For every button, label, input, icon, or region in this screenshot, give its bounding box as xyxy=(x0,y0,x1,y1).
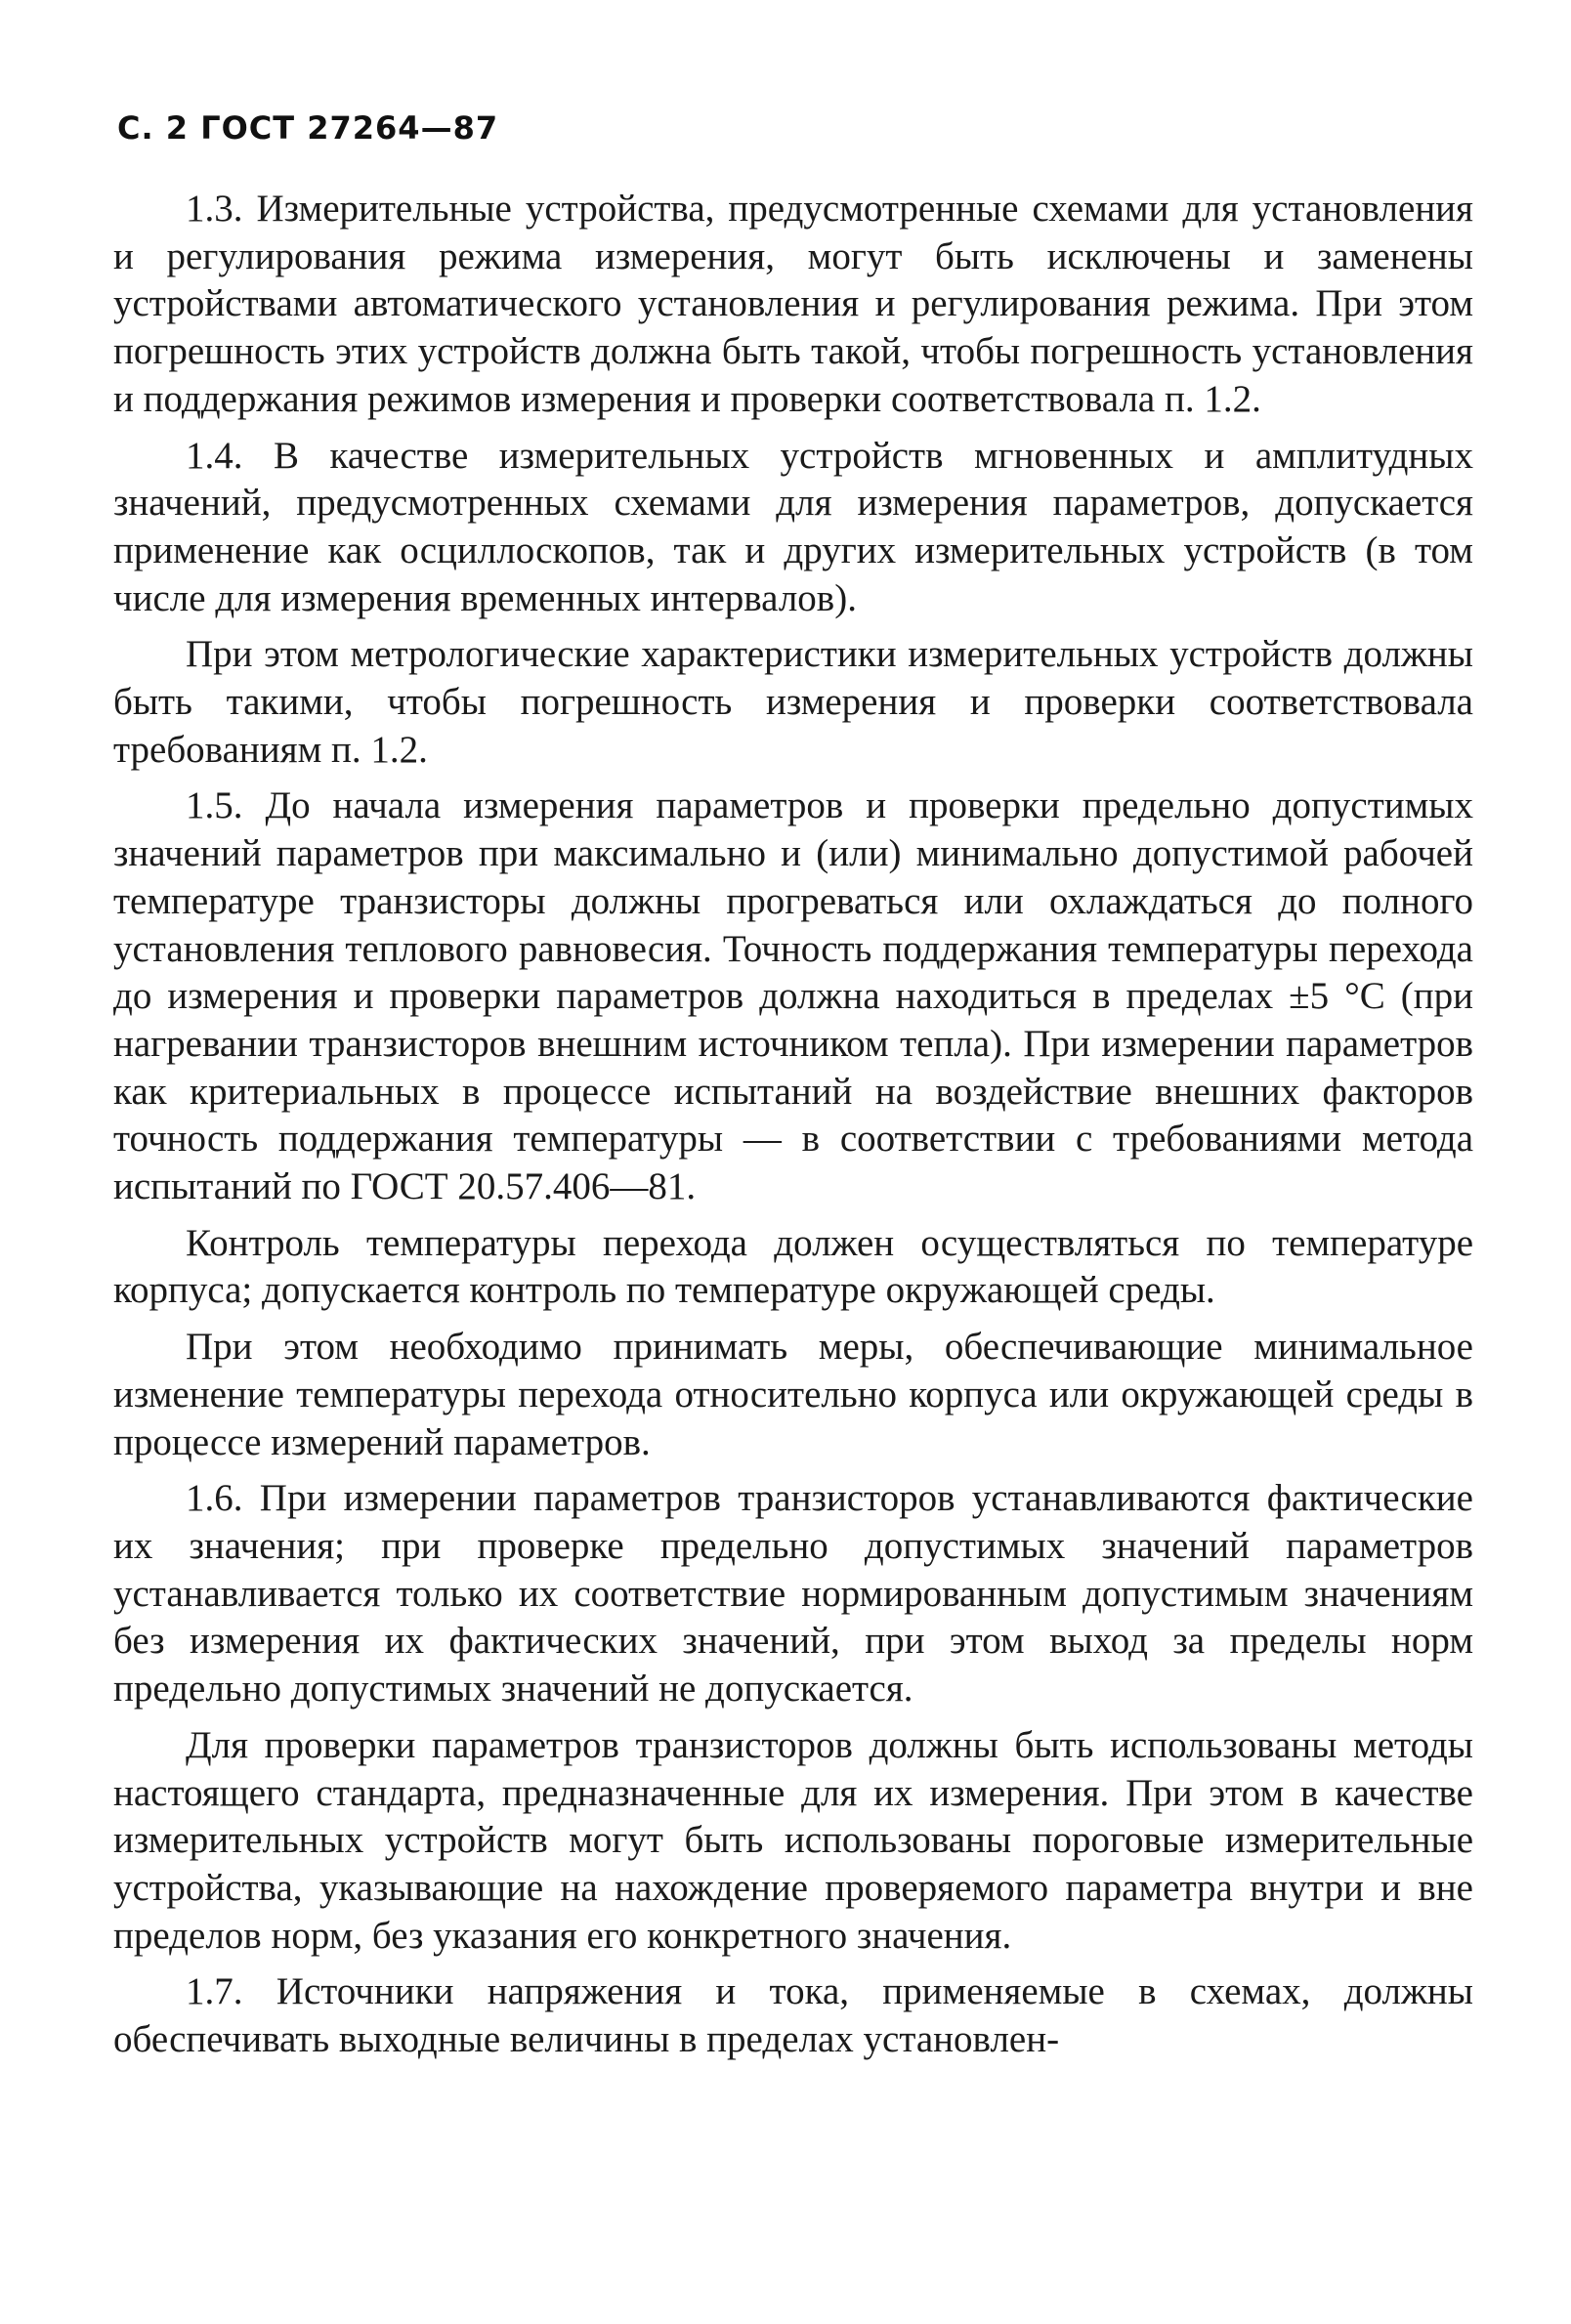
paragraph-1-6: 1.6. При измерении параметров транзисторов устанавливаются фактические их значения; при проверке предельно допустимых значений параметров устанавливается только их соответствие нормированным допустимым значениям без измерения их фактических значений, при этом выход за пределы норм предельно допустимых значений не допускается. xyxy=(113,1477,1473,1711)
paragraph-1-4-metrology: При этом метрологические характеристики измерительных устройств должны быть такими, чтобы погрешность измерения и проверки соответствовала требованиям п. 1.2. xyxy=(113,633,1473,771)
paragraph-1-6-verification: Для проверки параметров транзисторов должны быть использованы методы настоящего стандарта, предназначенные для их измерения. При этом в качестве измерительных устройств могут быть использованы пороговые измерительные устройства, указывающие на нахождение проверяемого параметра внутри и вне пределов норм, без указания его конкретного значения. xyxy=(113,1723,1473,1957)
paragraph-1-4: 1.4. В качестве измерительных устройств мгновенных и амплитудных значений, предусмотренных схемами для измерения параметров, допускается применение как осциллоскопов, так и других измерительных устройств (в том числе для измерения временных интервалов). xyxy=(113,434,1473,619)
paragraph-1-7: 1.7. Источники напряжения и тока, применяемые в схемах, должны обеспечивать выходные величины в пределах установлен- xyxy=(113,1970,1473,2061)
page-header: С. 2 ГОСТ 27264—87 xyxy=(117,109,499,147)
paragraph-1-5-temperature-control: Контроль температуры перехода должен осуществляться по температуре корпуса; допускается контроль по температуре окружающей среды. xyxy=(113,1221,1473,1312)
paragraph-1-5: 1.5. До начала измерения параметров и проверки предельно допустимых значений параметров при максимально и (или) минимально допустимой рабочей температуре транзисторы должны прогреваться или охлаждаться до полного установления теплового равновесия. Точность поддержания температуры перехода до измерения и проверки параметров должна находиться в пределах ±5 °С (при нагревании транзисторов внешним источником тепла). При измерении параметров как критериальных в процессе испытаний на воздействие внешних факторов точность поддержания температуры — в соответствии с требованиями метода испытаний по ГОСТ 20.57.406—81. xyxy=(113,784,1473,1208)
paragraph-1-3: 1.3. Измерительные устройства, предусмотренные схемами для установления и регулирования режима измерения, могут быть исключены и заменены устройствами автоматического установления и регулирования режима. При этом погрешность этих устройств должна быть такой, чтобы погрешность установления и поддержания режимов измерения и проверки соответствовала п. 1.2. xyxy=(113,188,1473,420)
paragraph-1-5-measures: При этом необходимо принимать меры, обеспечивающие минимальное изменение температуры перехода относительно корпуса или окружающей среды в процессе измерений параметров. xyxy=(113,1326,1473,1463)
body-text xyxy=(113,186,1473,2064)
